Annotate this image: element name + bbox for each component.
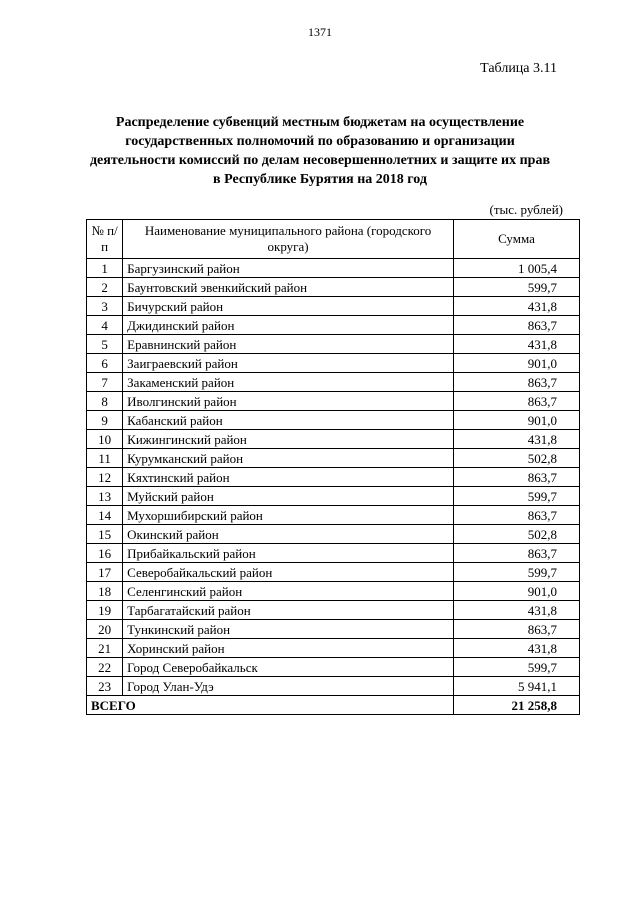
row-name: Бичурский район xyxy=(123,297,454,316)
table-row xyxy=(87,392,580,411)
row-sum: 502,8 xyxy=(453,525,579,544)
table-row xyxy=(87,335,580,354)
row-name: Иволгинский район xyxy=(123,392,454,411)
table-row xyxy=(87,525,580,544)
title-line: в Республике Бурятия на 2018 год xyxy=(213,172,427,187)
row-sum: 431,8 xyxy=(453,601,579,620)
table-row xyxy=(87,582,580,601)
row-number: 2 xyxy=(87,278,123,297)
row-number: 16 xyxy=(87,544,123,563)
row-number: 21 xyxy=(87,639,123,658)
page-number: 1371 xyxy=(308,25,332,39)
row-sum: 863,7 xyxy=(453,373,579,392)
row-name: Мухоршибирский район xyxy=(123,506,454,525)
row-number: 23 xyxy=(87,677,123,696)
row-sum: 863,7 xyxy=(453,544,579,563)
table-row xyxy=(87,639,580,658)
row-number: 7 xyxy=(87,373,123,392)
table-row xyxy=(87,449,580,468)
row-number: 8 xyxy=(87,392,123,411)
row-sum: 431,8 xyxy=(453,297,579,316)
row-number: 13 xyxy=(87,487,123,506)
row-sum: 1 005,4 xyxy=(453,259,579,278)
row-name: Кяхтинский район xyxy=(123,468,454,487)
row-sum: 863,7 xyxy=(453,316,579,335)
row-name: Тункинский район xyxy=(123,620,454,639)
row-name: Прибайкальский район xyxy=(123,544,454,563)
row-sum: 5 941,1 xyxy=(453,677,579,696)
row-number: 10 xyxy=(87,430,123,449)
row-number: 6 xyxy=(87,354,123,373)
table-row xyxy=(87,316,580,335)
table-row xyxy=(87,544,580,563)
row-name: Еравнинский район xyxy=(123,335,454,354)
row-sum: 901,0 xyxy=(453,354,579,373)
table-row xyxy=(87,563,580,582)
row-number: 14 xyxy=(87,506,123,525)
row-name: Баунтовский эвенкийский район xyxy=(123,278,454,297)
row-sum: 863,7 xyxy=(453,506,579,525)
row-sum: 431,8 xyxy=(453,335,579,354)
row-name: Заиграевский район xyxy=(123,354,454,373)
table-row xyxy=(87,411,580,430)
row-sum: 863,7 xyxy=(453,392,579,411)
subvention-table xyxy=(86,219,580,715)
table-row xyxy=(87,259,580,278)
row-name: Муйский район xyxy=(123,487,454,506)
row-name: Хоринский район xyxy=(123,639,454,658)
table-row xyxy=(87,677,580,696)
row-name: Северобайкальский район xyxy=(123,563,454,582)
row-name: Город Северобайкальск xyxy=(123,658,454,677)
row-name: Селенгинский район xyxy=(123,582,454,601)
row-number: 19 xyxy=(87,601,123,620)
row-name: Джидинский район xyxy=(123,316,454,335)
header-sum: Сумма xyxy=(453,220,579,259)
table-row xyxy=(87,468,580,487)
table-row xyxy=(87,506,580,525)
row-number: 11 xyxy=(87,449,123,468)
row-name: Баргузинский район xyxy=(123,259,454,278)
title-line: Распределение субвенций местным бюджетам на осуществление xyxy=(115,115,525,130)
row-number: 15 xyxy=(87,525,123,544)
document-title xyxy=(70,113,570,189)
total-label: ВСЕГО xyxy=(87,696,454,715)
row-number: 9 xyxy=(87,411,123,430)
row-number: 18 xyxy=(87,582,123,601)
row-sum: 431,8 xyxy=(453,639,579,658)
table-body xyxy=(87,259,580,715)
row-name: Окинский район xyxy=(123,525,454,544)
row-name: Кижингинский район xyxy=(123,430,454,449)
row-number: 4 xyxy=(87,316,123,335)
row-number: 1 xyxy=(87,259,123,278)
title-line: государственных полномочий по образованию и организации xyxy=(125,134,515,149)
table-row xyxy=(87,430,580,449)
table-label: Таблица 3.11 xyxy=(480,61,557,76)
row-name: Город Улан-Удэ xyxy=(123,677,454,696)
row-number: 20 xyxy=(87,620,123,639)
row-number: 5 xyxy=(87,335,123,354)
row-number: 3 xyxy=(87,297,123,316)
row-sum: 901,0 xyxy=(453,411,579,430)
row-sum: 599,7 xyxy=(453,563,579,582)
row-sum: 502,8 xyxy=(453,449,579,468)
row-sum: 599,7 xyxy=(453,658,579,677)
table-row xyxy=(87,278,580,297)
row-number: 12 xyxy=(87,468,123,487)
row-sum: 599,7 xyxy=(453,278,579,297)
total-sum: 21 258,8 xyxy=(453,696,579,715)
row-sum: 431,8 xyxy=(453,430,579,449)
title-line: деятельности комиссий по делам несовершеннолетних и защите их прав xyxy=(89,153,551,168)
row-sum: 599,7 xyxy=(453,487,579,506)
table-row xyxy=(87,601,580,620)
table-row xyxy=(87,620,580,639)
row-sum: 901,0 xyxy=(453,582,579,601)
row-name: Курумканский район xyxy=(123,449,454,468)
row-number: 17 xyxy=(87,563,123,582)
table-row xyxy=(87,487,580,506)
row-name: Тарбагатайский район xyxy=(123,601,454,620)
table-row xyxy=(87,354,580,373)
row-sum: 863,7 xyxy=(453,620,579,639)
table-row xyxy=(87,297,580,316)
header-number: № п/п xyxy=(87,220,123,259)
row-sum: 863,7 xyxy=(453,468,579,487)
table-row xyxy=(87,658,580,677)
row-name: Кабанский район xyxy=(123,411,454,430)
unit-note: (тыс. рублей) xyxy=(489,202,563,217)
table-row xyxy=(87,373,580,392)
header-name: Наименование муниципального района (городского округа) xyxy=(123,220,454,259)
row-name: Закаменский район xyxy=(123,373,454,392)
table-header-row xyxy=(87,220,580,259)
total-row xyxy=(87,696,580,715)
row-number: 22 xyxy=(87,658,123,677)
